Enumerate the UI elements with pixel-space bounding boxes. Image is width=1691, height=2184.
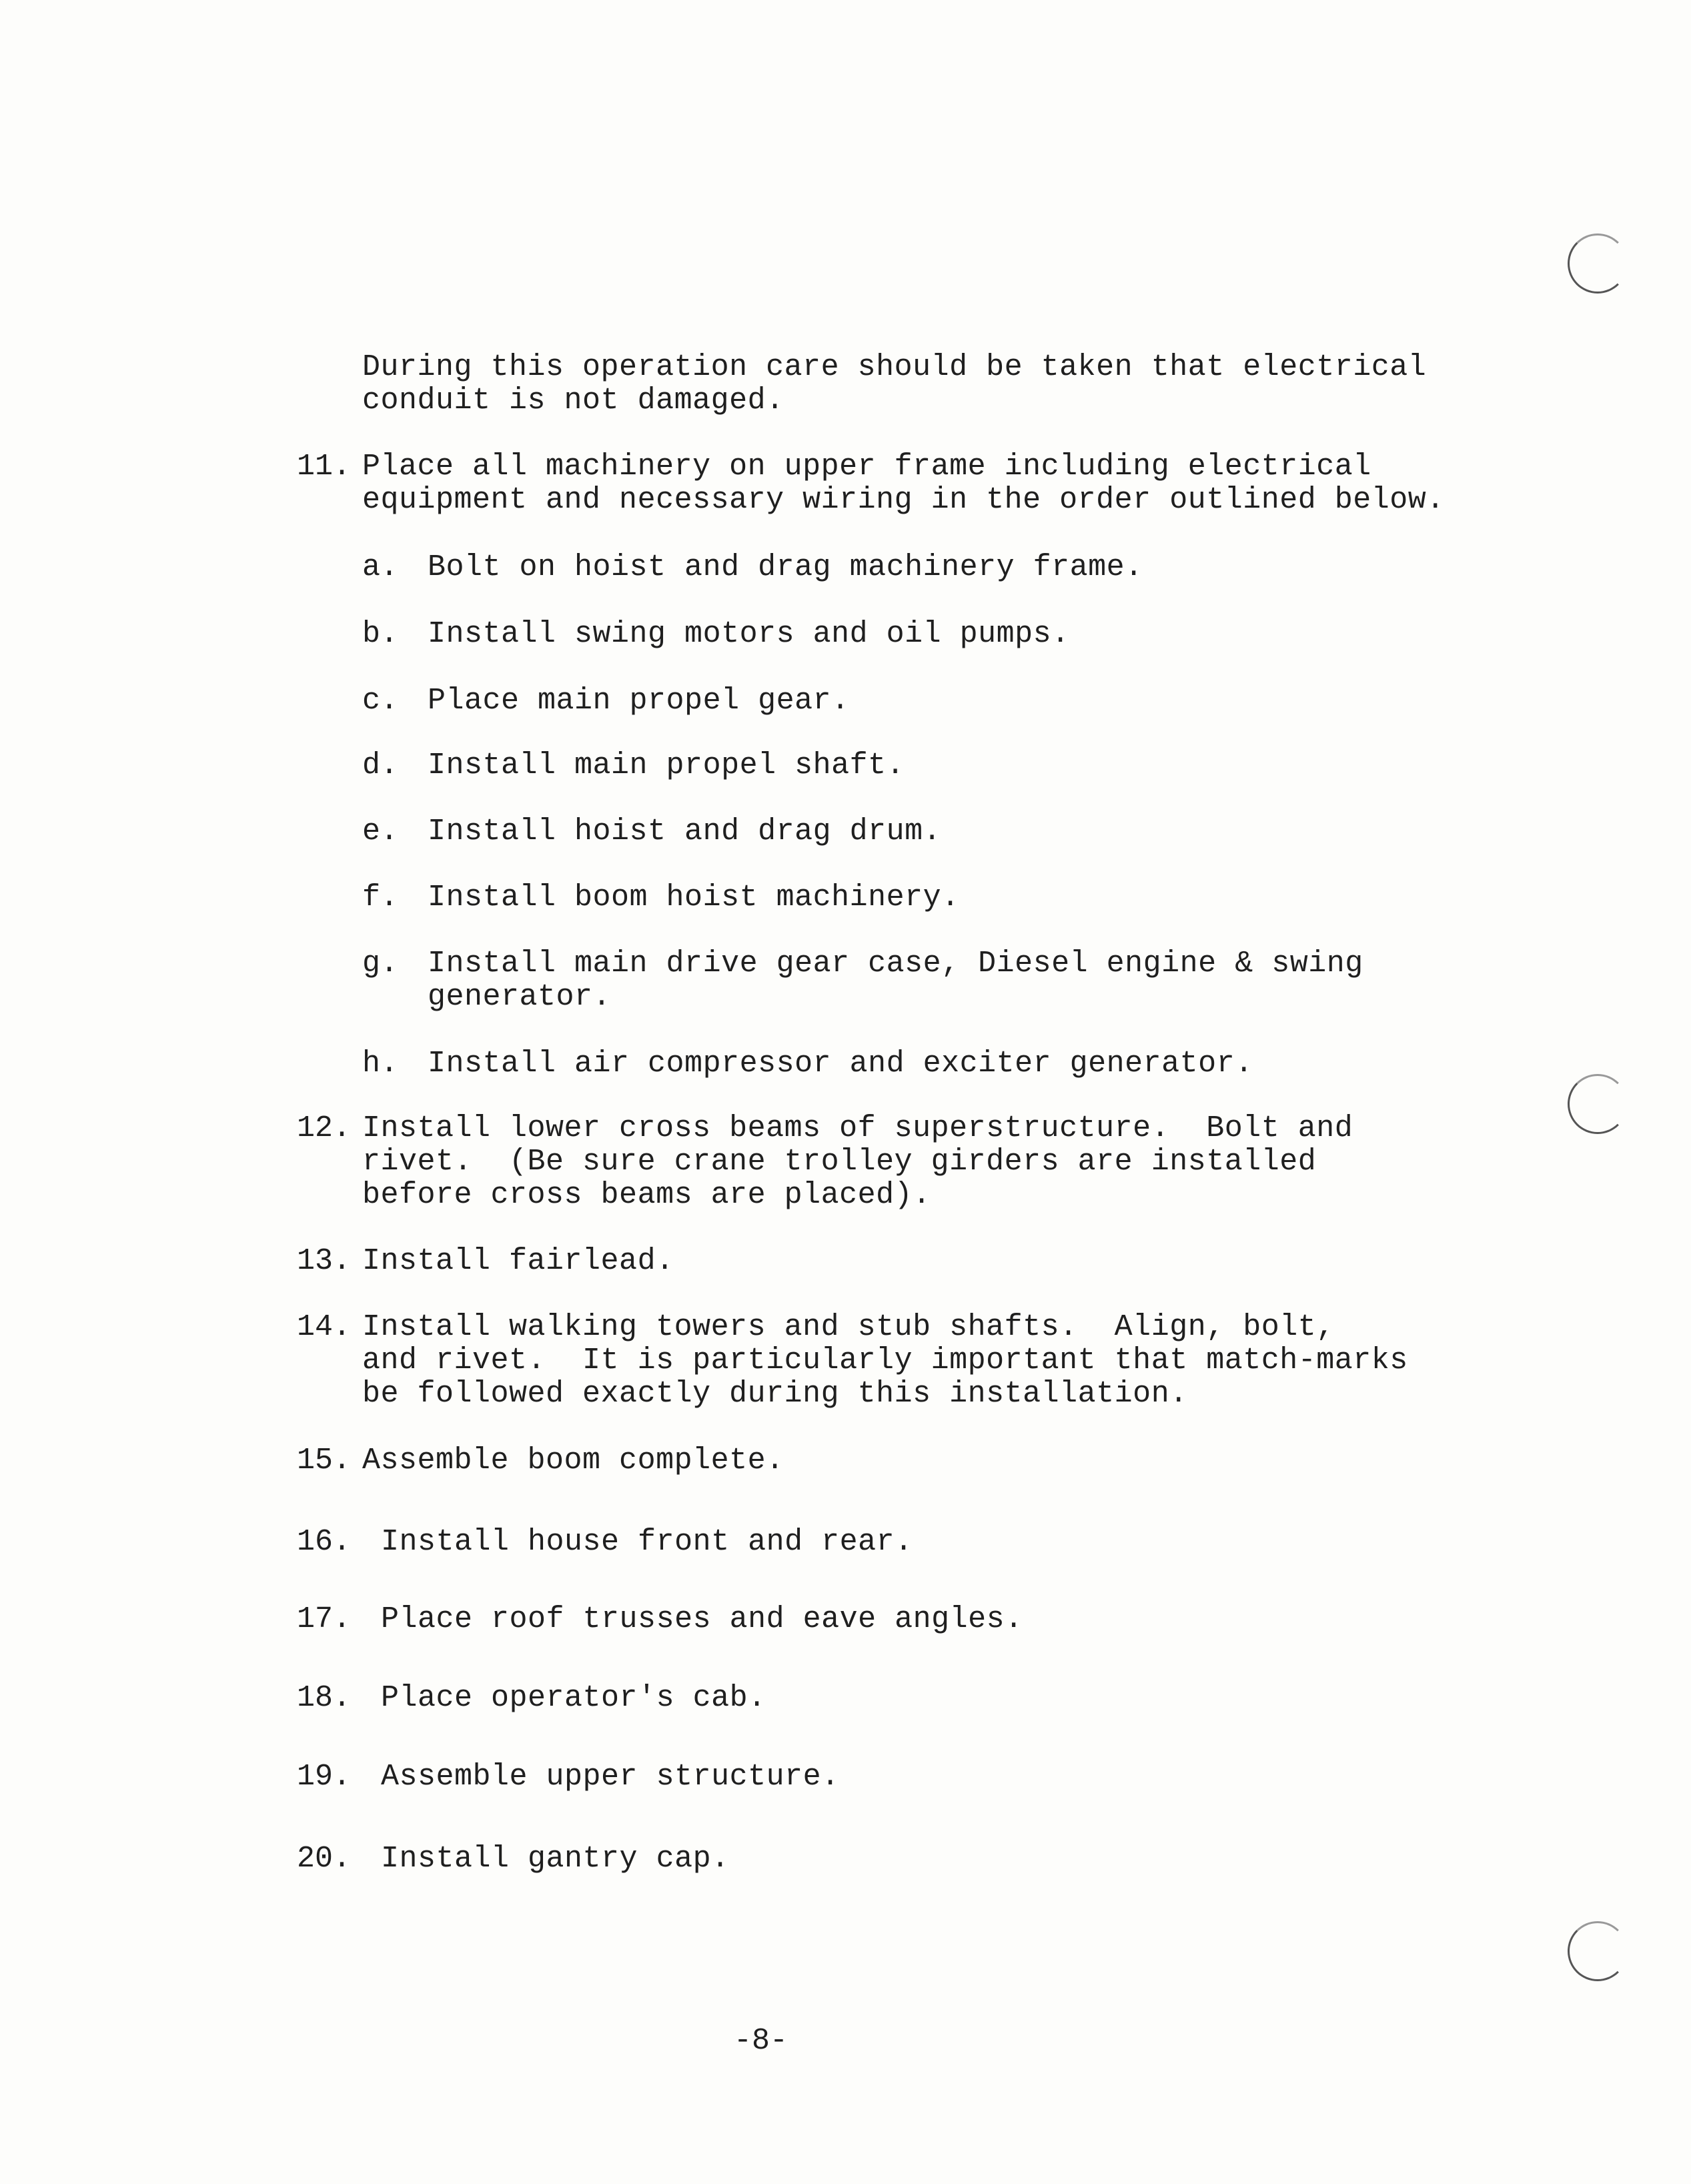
intro-line-2: conduit is not damaged.	[362, 384, 784, 418]
punch-hole-top	[1568, 233, 1628, 294]
punch-hole-middle	[1568, 1074, 1628, 1134]
item-text-line: Install house front and rear.	[381, 1525, 913, 1559]
item-number: 17.	[297, 1602, 352, 1636]
page-number: -8-	[734, 2024, 788, 2058]
subitem-letter: d.	[362, 748, 399, 782]
punch-hole-bottom	[1568, 1921, 1628, 1981]
item-text-line: Assemble upper structure.	[381, 1760, 840, 1794]
subitem-text: Install air compressor and exciter generator.	[428, 1047, 1253, 1081]
item-text-line: Install fairlead.	[362, 1244, 674, 1278]
subitem-letter: a.	[362, 550, 399, 584]
subitem-letter: h.	[362, 1047, 399, 1081]
item-number: 14.	[297, 1310, 352, 1344]
item-text-line: Assemble boom complete.	[362, 1444, 784, 1478]
subitem-text: Install main propel shaft.	[428, 748, 905, 782]
subitem-letter: g.	[362, 947, 399, 981]
subitem-text: Install boom hoist machinery.	[428, 881, 960, 915]
subitem-text: Install main drive gear case, Diesel engine & swing	[428, 947, 1363, 981]
subitem-text: Install swing motors and oil pumps.	[428, 617, 1070, 651]
item-text-line: Install gantry cap.	[381, 1842, 730, 1876]
item-text-line: be followed exactly during this installation.	[362, 1377, 1188, 1411]
subitem-text: Install hoist and drag drum.	[428, 814, 942, 849]
subitem-letter: c.	[362, 684, 399, 718]
subitem-text: Bolt on hoist and drag machinery frame.	[428, 550, 1143, 584]
subitem-text: Place main propel gear.	[428, 684, 850, 718]
item-number: 11.	[297, 450, 352, 484]
subitem-letter: f.	[362, 881, 399, 915]
item-text-line: and rivet. It is particularly important that match-marks	[362, 1343, 1408, 1378]
item-number: 12.	[297, 1111, 352, 1145]
item-text-line: Place operator's cab.	[381, 1681, 766, 1715]
item-text-line: Install lower cross beams of superstructure. Bolt and	[362, 1111, 1353, 1145]
subitem-letter: e.	[362, 814, 399, 849]
subitem-letter: b.	[362, 617, 399, 651]
item-text-line: Place roof trusses and eave angles.	[381, 1602, 1023, 1636]
item-number: 13.	[297, 1244, 352, 1278]
item-number: 20.	[297, 1842, 352, 1876]
item-text-line: equipment and necessary wiring in the order outlined below.	[362, 483, 1445, 517]
subitem-text: generator.	[428, 980, 612, 1014]
item-text-line: Place all machinery on upper frame including electrical	[362, 450, 1371, 484]
intro-line-1: During this operation care should be taken that electrical	[362, 350, 1427, 384]
item-text-line: rivet. (Be sure crane trolley girders are installed	[362, 1145, 1317, 1179]
item-number: 15.	[297, 1444, 352, 1478]
item-text-line: Install walking towers and stub shafts. Align, bolt,	[362, 1310, 1335, 1344]
item-number: 18.	[297, 1681, 352, 1715]
item-number: 16.	[297, 1525, 352, 1559]
item-number: 19.	[297, 1760, 352, 1794]
item-text-line: before cross beams are placed).	[362, 1178, 931, 1212]
